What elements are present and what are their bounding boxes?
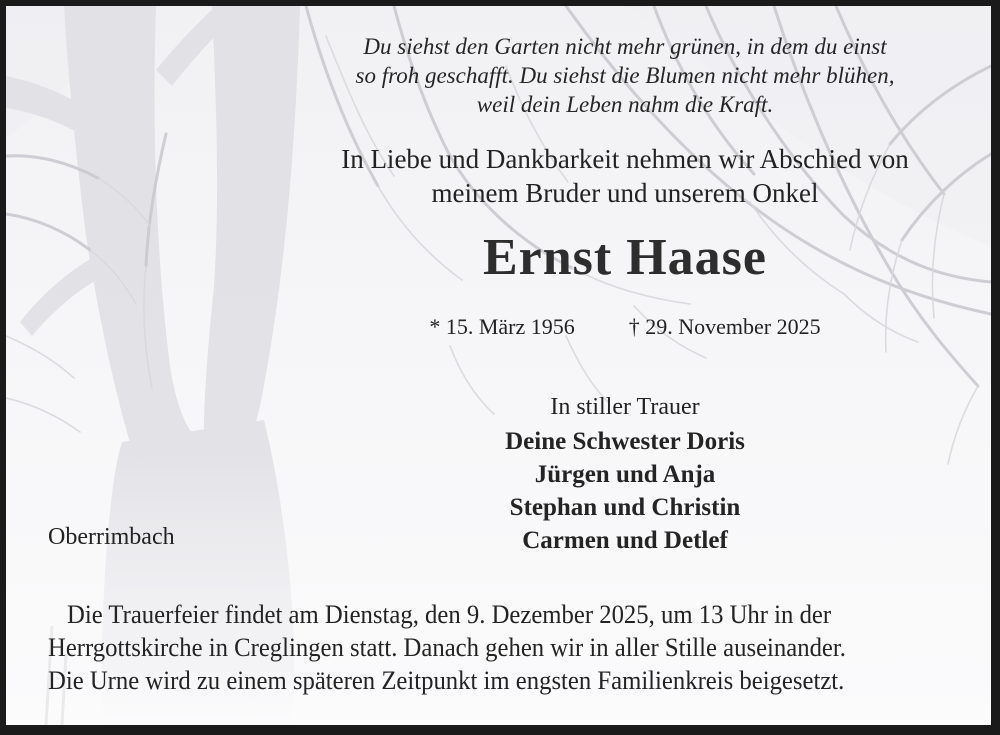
epigraph bbox=[254, 32, 991, 119]
mourner-name: Deine Schwester Doris bbox=[505, 428, 745, 455]
mourning-intro: In stiller Trauer bbox=[550, 394, 700, 420]
mourners-list bbox=[254, 425, 991, 557]
funeral-notice bbox=[48, 598, 960, 697]
birth-date: * 15. März 1956 bbox=[429, 314, 575, 339]
notice-paper bbox=[6, 6, 991, 725]
mourner-name: Stephan und Christin bbox=[509, 494, 741, 521]
death-date: † 29. November 2025 bbox=[628, 314, 821, 339]
epigraph-line: Du siehst den Garten nicht mehr grünen, in dem du einst bbox=[363, 34, 887, 59]
mourner-name: Jürgen und Anja bbox=[534, 461, 716, 488]
funeral-notice-line: Die Trauerfeier findet am Dienstag, den 9. Dezember 2025, um 13 Uhr in der bbox=[67, 600, 832, 629]
life-dates bbox=[254, 313, 991, 341]
funeral-notice-line: Herrgottskirche in Creglingen statt. Danach gehen wir in aller Stille auseinander. bbox=[48, 633, 846, 662]
farewell-line: In Liebe und Dankbarkeit nehmen wir Abschied von bbox=[341, 144, 909, 174]
notice-content bbox=[6, 6, 991, 725]
farewell-text bbox=[254, 142, 991, 210]
epigraph-line: weil dein Leben nahm die Kraft. bbox=[476, 92, 774, 117]
funeral-notice-line: Die Urne wird zu einem späteren Zeitpunkt im engsten Familienkreis beigesetzt. bbox=[48, 666, 845, 695]
deceased-name: Ernst Haase bbox=[483, 229, 767, 286]
place-name: Oberrimbach bbox=[48, 524, 175, 550]
epigraph-line: so froh geschafft. Du siehst die Blumen nicht mehr blühen, bbox=[355, 63, 895, 88]
mourner-name: Carmen und Detlef bbox=[522, 527, 728, 554]
farewell-line: meinem Bruder und unserem Onkel bbox=[431, 178, 819, 208]
